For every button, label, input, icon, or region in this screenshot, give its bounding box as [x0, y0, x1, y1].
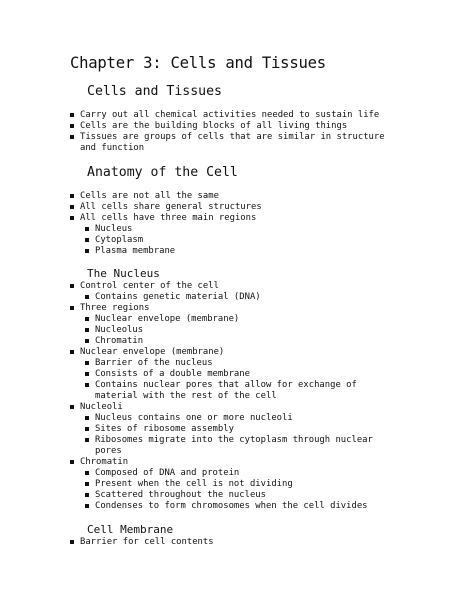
list-item: Cells are not all the same [0, 191, 474, 202]
cell-membrane-list [0, 537, 474, 548]
bullet-icon [70, 405, 74, 409]
list-item: Sites of ribosome assembly [0, 424, 474, 435]
section-heading-anatomy-of-the-cell: Anatomy of the Cell [87, 165, 238, 180]
list-item: Contains genetic material (DNA) [0, 292, 474, 303]
bullet-icon [85, 504, 89, 508]
list-item: Three regions [0, 303, 474, 314]
list-item: All cells share general structures [0, 202, 474, 213]
bullet-icon [70, 540, 74, 544]
list-item: Cells are the building blocks of all living things [0, 121, 474, 132]
list-item: Ribosomes migrate into the cytoplasm through nuclear [0, 435, 474, 446]
list-item: Plasma membrane [0, 246, 474, 257]
bullet-icon [85, 482, 89, 486]
bullet-icon [85, 471, 89, 475]
bullet-icon [85, 238, 89, 242]
bullet-icon [85, 317, 89, 321]
list-item: Contains nuclear pores that allow for exchange of [0, 380, 474, 391]
list-item: Composed of DNA and protein [0, 468, 474, 479]
list-item: Nucleus [0, 224, 474, 235]
list-item: Condenses to form chromosomes when the cell divides [0, 501, 474, 512]
bullet-icon [85, 493, 89, 497]
chapter-title: Chapter 3: Cells and Tissues [70, 54, 326, 72]
cells-and-tissues-list [0, 110, 474, 154]
nucleus-list [0, 281, 474, 512]
list-item: Scattered throughout the nucleus [0, 490, 474, 501]
list-item-continuation: and function [80, 143, 145, 153]
anatomy-list [0, 191, 474, 257]
list-item: Chromatin [0, 457, 474, 468]
bullet-icon [85, 383, 89, 387]
list-item: Nucleus contains one or more nucleoli [0, 413, 474, 424]
bullet-icon [70, 124, 74, 128]
bullet-icon [70, 135, 74, 139]
bullet-icon [70, 194, 74, 198]
bullet-icon [85, 427, 89, 431]
bullet-icon [85, 438, 89, 442]
bullet-icon [70, 460, 74, 464]
list-item: Nucleolus [0, 325, 474, 336]
list-item: Present when the cell is not dividing [0, 479, 474, 490]
bullet-icon [85, 295, 89, 299]
bullet-icon [70, 350, 74, 354]
list-item: Control center of the cell [0, 281, 474, 292]
list-item: Consists of a double membrane [0, 369, 474, 380]
list-item: Nucleoli [0, 402, 474, 413]
bullet-icon [85, 249, 89, 253]
section-heading-the-nucleus: The Nucleus [87, 267, 160, 280]
list-item: All cells have three main regions [0, 213, 474, 224]
bullet-icon [70, 284, 74, 288]
list-item: Barrier of the nucleus [0, 358, 474, 369]
list-item-continuation: pores [95, 446, 122, 456]
bullet-icon [85, 372, 89, 376]
bullet-icon [85, 328, 89, 332]
list-item: Carry out all chemical activities needed to sustain life [0, 110, 474, 121]
bullet-icon [85, 339, 89, 343]
section-heading-cells-and-tissues: Cells and Tissues [87, 84, 222, 99]
list-item: Nuclear envelope (membrane) [0, 314, 474, 325]
list-item: Tissues are groups of cells that are similar in structure [0, 132, 474, 143]
section-heading-cell-membrane: Cell Membrane [87, 523, 174, 536]
list-item: Chromatin [0, 336, 474, 347]
list-item: Barrier for cell contents [0, 537, 474, 548]
bullet-icon [85, 361, 89, 365]
bullet-icon [70, 306, 74, 310]
bullet-icon [85, 227, 89, 231]
bullet-icon [70, 216, 74, 220]
bullet-icon [85, 416, 89, 420]
list-item: Cytoplasm [0, 235, 474, 246]
bullet-icon [70, 113, 74, 117]
bullet-icon [70, 205, 74, 209]
list-item: Nuclear envelope (membrane) [0, 347, 474, 358]
list-item-continuation: material with the rest of the cell [95, 391, 277, 401]
